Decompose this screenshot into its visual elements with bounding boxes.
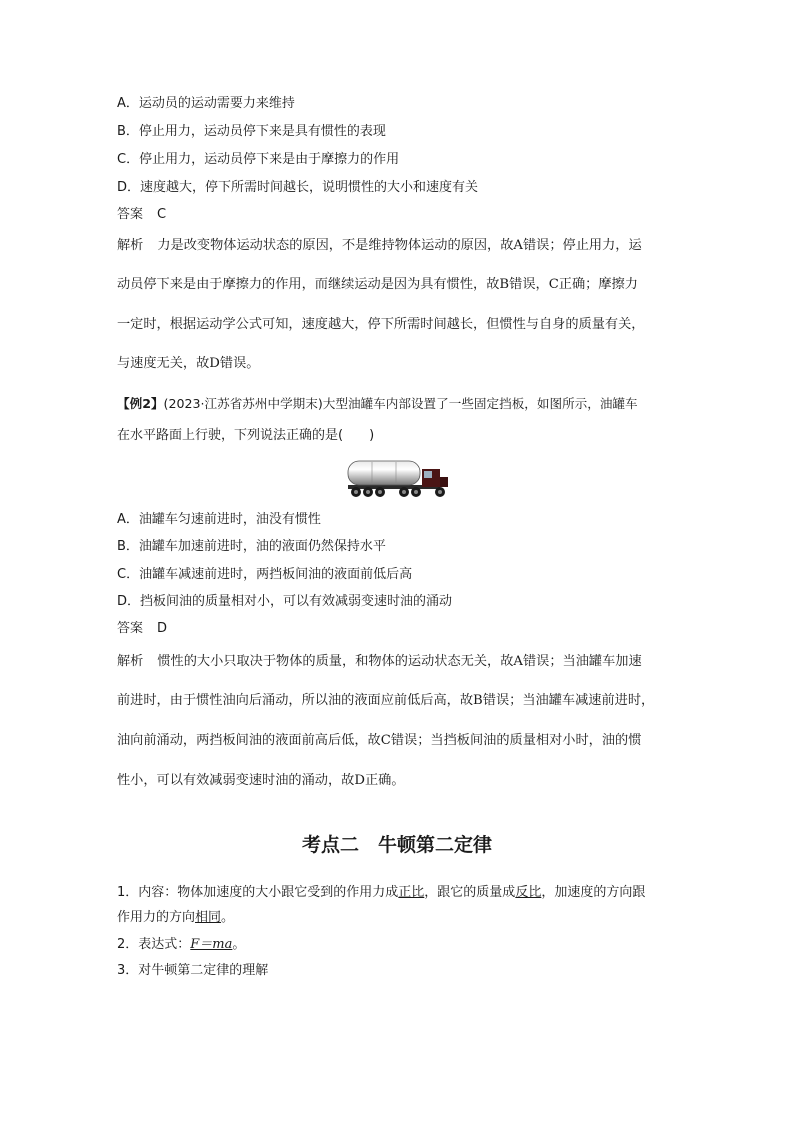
- analysis-line: 性小，可以有效减弱变速时油的涌动，故D正确。: [117, 773, 405, 788]
- answer-value: D: [157, 621, 168, 636]
- example-stem-2: 在水平路面上行驶，下列说法正确的是( ): [117, 428, 375, 443]
- option-c: C．油罐车减速前进时，两挡板间油的液面前低后高: [117, 567, 413, 582]
- analysis-line: 动员停下来是由于摩擦力的作用，而继续运动是因为具有惯性，故B错误，C正确；摩擦力: [117, 277, 638, 292]
- analysis-line: 一定时，根据运动学公式可知，速度越大，停下所需时间越长，但惯性与自身的质量有关，: [117, 317, 645, 332]
- tanker-truck-image: [342, 455, 452, 501]
- answer-line: [117, 207, 166, 223]
- option-b: B．油罐车加速前进时，油的液面仍然保持水平: [117, 539, 386, 554]
- option-c: C．停止用力，运动员停下来是由于摩擦力的作用: [117, 152, 400, 167]
- example-source: (2023·江苏省苏州中学期末): [163, 396, 323, 411]
- analysis-line: 解析 惯性的大小只取决于物体的质量，和物体的运动状态无关，故A错误；当油罐车加速: [117, 654, 642, 669]
- answer-label: 答案: [117, 207, 144, 222]
- analysis-label: 解析: [117, 238, 144, 253]
- list-item-cont: 作用力的方向相同。: [117, 910, 235, 925]
- answer-value: C: [157, 207, 167, 222]
- answer-line: [117, 621, 167, 637]
- option-d: D．速度越大，停下所需时间越长，说明惯性的大小和速度有关: [117, 180, 479, 195]
- analysis-line: 与速度无关，故D错误。: [117, 356, 260, 371]
- option-b: B．停止用力，运动员停下来是具有惯性的表现: [117, 124, 386, 139]
- list-item: 1．内容：物体加速度的大小跟它受到的作用力成正比，跟它的质量成反比，加速度的方向跟: [117, 885, 646, 900]
- analysis-line: 前进时，由于惯性油向后涌动，所以油的液面应前低后高，故B错误；当油罐车减速前进时，: [117, 693, 655, 708]
- list-item: 3．对牛顿第二定律的理解: [117, 963, 269, 978]
- example-stem: 【例2】(2023·江苏省苏州中学期末)大型油罐车内部设置了一些固定挡板，如图所示，油罐车: [117, 396, 638, 411]
- option-a: A．运动员的运动需要力来维持: [117, 96, 295, 111]
- section-title: 考点二 牛顿第二定律: [301, 834, 492, 856]
- option-d: D．挡板间油的质量相对小，可以有效减弱变速时油的涌动: [117, 594, 453, 609]
- answer-label: 答案: [117, 621, 144, 636]
- example-tag: 【例2】: [117, 396, 164, 411]
- option-a: A．油罐车匀速前进时，油没有惯性: [117, 512, 321, 527]
- analysis-line: 解析 力是改变物体运动状态的原因，不是维持物体运动的原因，故A错误；停止用力，运: [117, 238, 642, 253]
- analysis-label: 解析: [117, 654, 144, 669]
- analysis-line: 油向前涌动，两挡板间油的液面前高后低，故C错误；当挡板间油的质量相对小时，油的惯: [117, 733, 642, 748]
- formula: F＝ma: [190, 937, 233, 952]
- list-item: 2．表达式：F＝ma。: [117, 937, 246, 952]
